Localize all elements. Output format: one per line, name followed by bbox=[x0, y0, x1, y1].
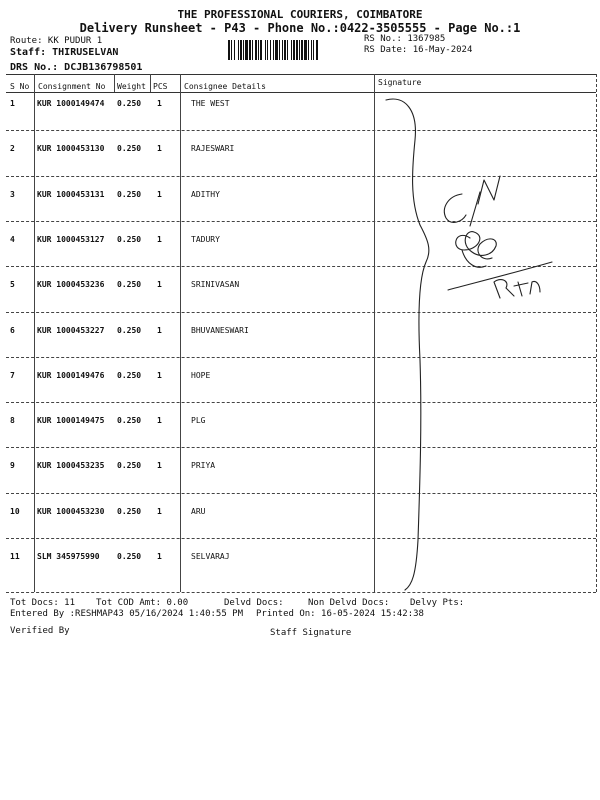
row-consignee: BHUVANESWARI bbox=[191, 325, 249, 335]
row-consignee: HOPE bbox=[191, 370, 211, 380]
row-weight: 0.250 bbox=[117, 552, 142, 561]
row-consignee: ARU bbox=[191, 506, 206, 516]
row-sno: 4 bbox=[10, 234, 15, 244]
route-label: Route: KK PUDUR 1 bbox=[10, 36, 103, 46]
row-consignee: TADURY bbox=[191, 234, 220, 244]
row-divider bbox=[6, 266, 596, 267]
col-header-signature: Signature bbox=[378, 78, 422, 87]
row-sno: 7 bbox=[10, 370, 15, 380]
row-sno: 2 bbox=[10, 144, 15, 154]
row-sno: 8 bbox=[10, 416, 15, 426]
row-consignment-no: KUR 1000453230 bbox=[37, 506, 105, 516]
rs-number: RS No.: 1367985 bbox=[364, 34, 446, 44]
row-divider bbox=[6, 447, 596, 448]
row-consignment-no: KUR 1000149474 bbox=[37, 99, 105, 108]
row-pcs: 1 bbox=[157, 234, 162, 244]
row-consignee: RAJESWARI bbox=[191, 144, 235, 154]
row-consignee: PLG bbox=[191, 416, 206, 426]
delivered-docs: Delvd Docs: bbox=[224, 598, 284, 608]
col-header-consignment: Consignment No bbox=[38, 82, 106, 91]
row-weight: 0.250 bbox=[117, 189, 142, 199]
col-divider bbox=[374, 74, 375, 592]
printed-on: Printed On: 16-05-2024 15:42:38 bbox=[256, 609, 424, 619]
row-weight: 0.250 bbox=[117, 99, 142, 108]
delivery-points: Delvy Pts: bbox=[410, 598, 465, 608]
row-divider bbox=[6, 221, 596, 222]
row-sno: 10 bbox=[10, 506, 20, 516]
barcode-image bbox=[228, 40, 356, 60]
col-divider bbox=[150, 74, 151, 92]
row-consignment-no: KUR 1000453127 bbox=[37, 234, 105, 244]
col-divider bbox=[180, 74, 181, 592]
row-divider bbox=[6, 130, 596, 131]
table-bottom-rule bbox=[6, 592, 596, 593]
row-pcs: 1 bbox=[157, 99, 162, 108]
col-divider bbox=[34, 74, 35, 592]
row-pcs: 1 bbox=[157, 552, 162, 561]
staff-signature-label: Staff Signature bbox=[270, 628, 352, 638]
row-divider bbox=[6, 176, 596, 177]
rs-date: RS Date: 16-May-2024 bbox=[364, 45, 473, 55]
row-consignee: SRINIVASAN bbox=[191, 280, 240, 290]
entered-by: Entered By :RESHMAP43 05/16/2024 1:40:55 PM bbox=[10, 609, 243, 619]
row-sno: 9 bbox=[10, 461, 15, 471]
row-sno: 5 bbox=[10, 280, 15, 290]
company-title: THE PROFESSIONAL COURIERS, COIMBATORE bbox=[177, 8, 423, 21]
row-weight: 0.250 bbox=[117, 506, 142, 516]
row-divider bbox=[6, 493, 596, 494]
row-pcs: 1 bbox=[157, 189, 162, 199]
row-divider bbox=[6, 538, 596, 539]
row-consignment-no: KUR 1000453227 bbox=[37, 325, 105, 335]
row-weight: 0.250 bbox=[117, 370, 142, 380]
staff-label: Staff: THIRUSELVAN bbox=[10, 47, 119, 58]
header-bottom-rule bbox=[6, 92, 596, 93]
row-pcs: 1 bbox=[157, 461, 162, 471]
barcode-gap bbox=[318, 40, 319, 60]
row-divider bbox=[6, 402, 596, 403]
row-pcs: 1 bbox=[157, 325, 162, 335]
drs-number: DRS No.: DCJB136798501 bbox=[10, 62, 143, 73]
row-divider bbox=[6, 312, 596, 313]
row-weight: 0.250 bbox=[117, 234, 142, 244]
row-consignment-no: KUR 1000453130 bbox=[37, 144, 105, 154]
row-pcs: 1 bbox=[157, 506, 162, 516]
row-consignee: PRIYA bbox=[191, 461, 216, 471]
row-consignment-no: KUR 1000149475 bbox=[37, 416, 105, 426]
row-consignment-no: KUR 1000453235 bbox=[37, 461, 105, 471]
header-top-rule bbox=[6, 74, 596, 75]
row-consignment-no: KUR 1000453236 bbox=[37, 280, 105, 290]
row-pcs: 1 bbox=[157, 144, 162, 154]
row-sno: 11 bbox=[10, 552, 20, 561]
row-weight: 0.250 bbox=[117, 280, 142, 290]
col-divider bbox=[596, 74, 597, 592]
row-weight: 0.250 bbox=[117, 325, 142, 335]
verified-by-label: Verified By bbox=[10, 626, 70, 636]
row-sno: 1 bbox=[10, 99, 15, 108]
row-pcs: 1 bbox=[157, 416, 162, 426]
row-sno: 3 bbox=[10, 189, 15, 199]
row-sno: 6 bbox=[10, 325, 15, 335]
col-divider bbox=[114, 74, 115, 92]
col-header-weight: Weight bbox=[117, 82, 146, 91]
row-consignee: THE WEST bbox=[191, 99, 230, 108]
row-divider bbox=[6, 357, 596, 358]
total-cod-amount: Tot COD Amt: 0.00 bbox=[96, 598, 189, 608]
non-delivered-docs: Non Delvd Docs: bbox=[308, 598, 390, 608]
total-docs: Tot Docs: 11 bbox=[10, 598, 76, 608]
col-header-sno: S No bbox=[10, 82, 30, 91]
row-weight: 0.250 bbox=[117, 416, 142, 426]
row-weight: 0.250 bbox=[117, 461, 142, 471]
row-consignee: SELVARAJ bbox=[191, 552, 230, 561]
row-pcs: 1 bbox=[157, 370, 162, 380]
col-header-consignee: Consignee Details bbox=[184, 82, 266, 91]
col-header-pcs: PCS bbox=[153, 82, 168, 91]
row-consignee: ADITHY bbox=[191, 189, 220, 199]
row-consignment-no: KUR 1000149476 bbox=[37, 370, 105, 380]
runsheet-title: Delivery Runsheet - P43 - Phone No.:0422-3505555 - Page No.:1 bbox=[79, 21, 521, 35]
row-weight: 0.250 bbox=[117, 144, 142, 154]
row-pcs: 1 bbox=[157, 280, 162, 290]
row-consignment-no: SLM 345975990 bbox=[37, 552, 100, 561]
row-consignment-no: KUR 1000453131 bbox=[37, 189, 105, 199]
